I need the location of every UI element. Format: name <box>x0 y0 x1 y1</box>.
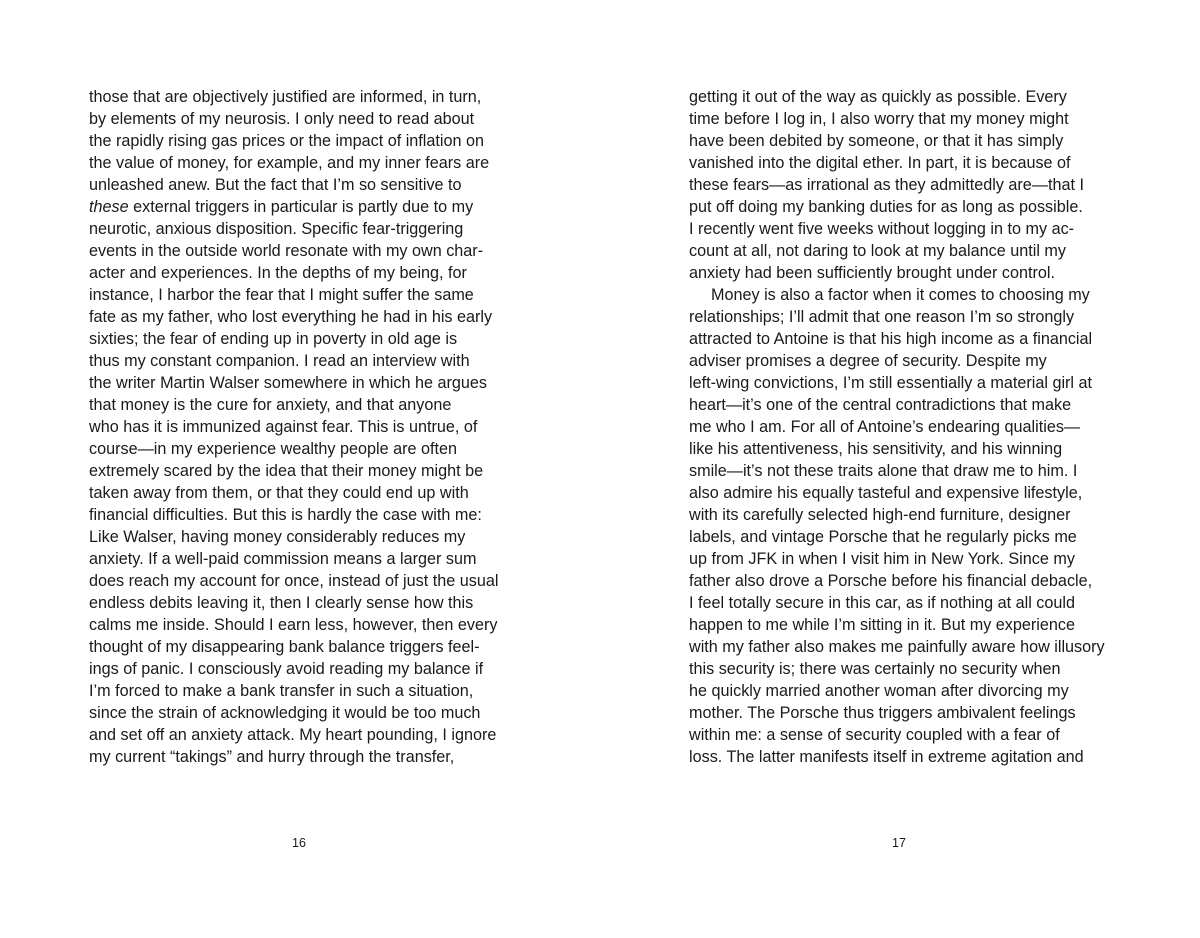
text-line: these fears—as irrational as they admittedly are—that I <box>689 176 1084 194</box>
text-line: vanished into the digital ether. In part, it is because of <box>689 154 1071 172</box>
text-line: fate as my father, who lost everything he had in his early <box>89 308 493 326</box>
text-line: with my father also makes me painfully aware how illusory <box>689 638 1105 656</box>
text-line: events in the outside world resonate with my own char- <box>89 242 484 260</box>
text-line: anxiety. If a well-paid commission means a larger sum <box>89 550 477 568</box>
paragraph-start-line: Money is also a factor when it comes to choosing my <box>711 286 1090 304</box>
text-line: loss. The latter manifests itself in extreme agitation and <box>689 748 1084 766</box>
text-line: father also drove a Porsche before his financial debacle, <box>689 572 1093 590</box>
text-line: up from JFK in when I visit him in New York. Since my <box>689 550 1075 568</box>
text-line: getting it out of the way as quickly as possible. Every <box>689 88 1067 106</box>
text-line: my current “takings” and hurry through the transfer, <box>89 748 455 766</box>
text-line: since the strain of acknowledging it would be too much <box>89 704 481 722</box>
text-line: thus my constant companion. I read an interview with <box>89 352 470 370</box>
text-line: time before I log in, I also worry that my money might <box>689 110 1069 128</box>
emphasized-word: these <box>89 198 129 216</box>
text-line: by elements of my neurosis. I only need to read about <box>89 110 475 128</box>
text-line: put off doing my banking duties for as long as possible. <box>689 198 1083 216</box>
text-line: relationships; I’ll admit that one reason I’m so strongly <box>689 308 1075 326</box>
text-line: attracted to Antoine is that his high income as a financial <box>689 330 1093 348</box>
text-line: have been debited by someone, or that it has simply <box>689 132 1064 150</box>
text-line: also admire his equally tasteful and expensive lifestyle, <box>689 484 1083 502</box>
text-line: who has it is immunized against fear. This is untrue, of <box>89 418 478 436</box>
right-page-text <box>689 86 1105 768</box>
text-line-rest: external triggers in particular is partly due to my <box>128 198 474 216</box>
text-line: calms me inside. Should I earn less, however, then every <box>89 616 498 634</box>
text-line: financial difficulties. But this is hardly the case with me: <box>89 506 482 524</box>
text-line: he quickly married another woman after divorcing my <box>689 682 1069 700</box>
text-line: does reach my account for once, instead of just the usual <box>89 572 499 590</box>
page-number: 17 <box>892 836 906 850</box>
text-line: me who I am. For all of Antoine’s endearing qualities— <box>689 418 1081 436</box>
text-line: thought of my disappearing bank balance triggers feel- <box>89 638 480 656</box>
text-line: smile—it’s not these traits alone that draw me to him. I <box>689 462 1078 480</box>
text-line: anxiety had been sufficiently brought under control. <box>689 264 1055 282</box>
text-line: the writer Martin Walser somewhere in which he argues <box>89 374 487 392</box>
text-line: count at all, not daring to look at my balance until my <box>689 242 1067 260</box>
text-line: with its carefully selected high-end furniture, designer <box>689 506 1071 524</box>
text-line: extremely scared by the idea that their money might be <box>89 462 484 480</box>
right-page <box>600 0 1200 938</box>
text-line: ings of panic. I consciously avoid reading my balance if <box>89 660 484 678</box>
text-line: instance, I harbor the fear that I might suffer the same <box>89 286 474 304</box>
text-line: course—in my experience wealthy people are often <box>89 440 458 458</box>
text-line: I feel totally secure in this car, as if nothing at all could <box>689 594 1076 612</box>
text-line: heart—it’s one of the central contradictions that make <box>689 396 1072 414</box>
text-line: mother. The Porsche thus triggers ambivalent feelings <box>689 704 1076 722</box>
page-number: 16 <box>292 836 306 850</box>
text-line: and set off an anxiety attack. My heart pounding, I ignore <box>89 726 497 744</box>
left-page-text <box>89 86 498 768</box>
text-line: this security is; there was certainly no security when <box>689 660 1061 678</box>
text-line: left-wing convictions, I’m still essentially a material girl at <box>689 374 1093 392</box>
text-line: happen to me while I’m sitting in it. But my experience <box>689 616 1075 634</box>
text-line: the value of money, for example, and my inner fears are <box>89 154 490 172</box>
text-line: neurotic, anxious disposition. Specific fear-triggering <box>89 220 464 238</box>
text-line: I’m forced to make a bank transfer in such a situation, <box>89 682 474 700</box>
text-line: sixties; the fear of ending up in poverty in old age is <box>89 330 458 348</box>
text-line: those that are objectively justified are informed, in turn, <box>89 88 482 106</box>
text-line: labels, and vintage Porsche that he regularly picks me <box>689 528 1077 546</box>
text-line: like his attentiveness, his sensitivity, and his winning <box>689 440 1063 458</box>
text-line: endless debits leaving it, then I clearly sense how this <box>89 594 474 612</box>
text-line: the rapidly rising gas prices or the impact of inflation on <box>89 132 484 150</box>
text-line: unleashed anew. But the fact that I’m so sensitive to <box>89 176 462 194</box>
text-line: within me: a sense of security coupled with a fear of <box>689 726 1060 744</box>
text-line: adviser promises a degree of security. Despite my <box>689 352 1047 370</box>
text-line: I recently went five weeks without logging in to my ac- <box>689 220 1075 238</box>
text-line: taken away from them, or that they could end up with <box>89 484 469 502</box>
text-line: Like Walser, having money considerably reduces my <box>89 528 466 546</box>
text-line: acter and experiences. In the depths of my being, for <box>89 264 467 282</box>
text-line <box>89 196 498 218</box>
text-line: that money is the cure for anxiety, and that anyone <box>89 396 452 414</box>
